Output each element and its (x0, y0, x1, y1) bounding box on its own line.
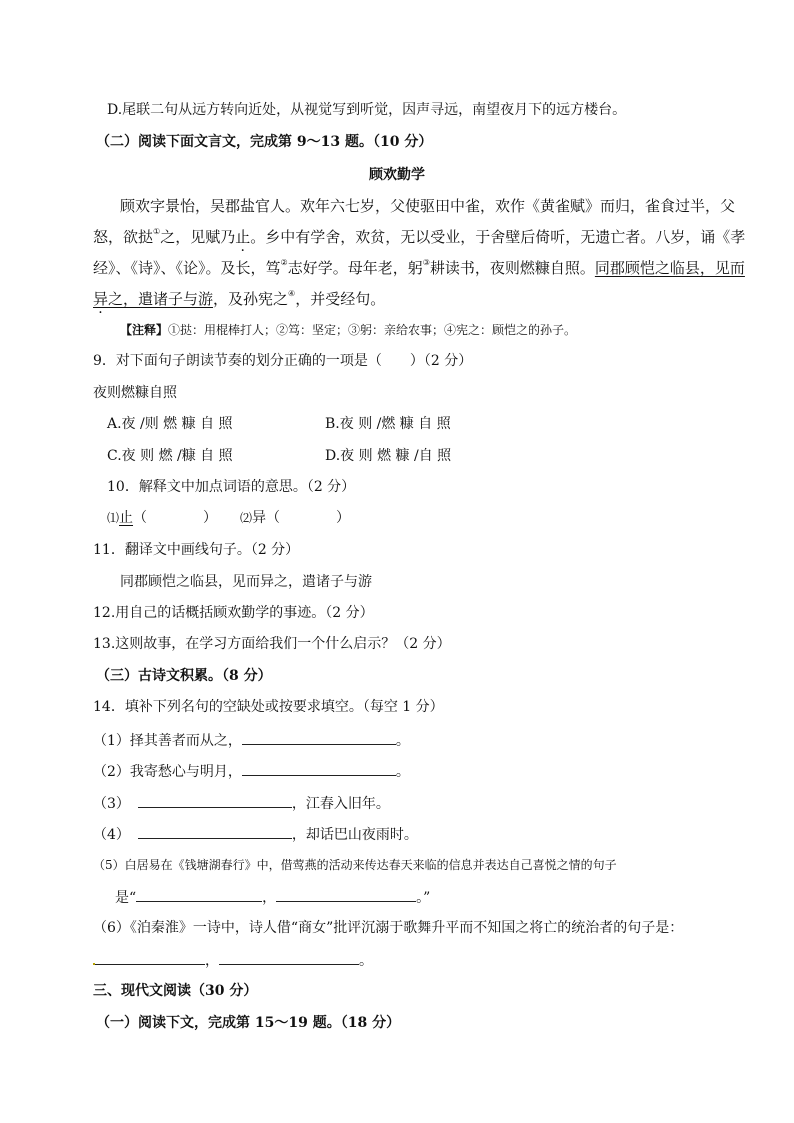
underlined-sentence-part-1: 同郡顾恺之临县，见而 (594, 259, 745, 277)
footnote-ref-4: ④ (288, 289, 296, 298)
q14-item-6-comma: ， (205, 953, 219, 969)
q10-item-2-word: 异 (252, 510, 267, 526)
q9-option-b: B.夜 则 /燃 糠 自 照 (325, 416, 451, 432)
q10-item-1 (107, 508, 217, 528)
passage-text: 志好学。母年老，躬 (287, 259, 423, 277)
passage-text: 经》、《诗》、《论》。及长，笃 (93, 259, 281, 277)
q14-item-6-blank-1[interactable] (93, 949, 205, 965)
q14-item-5-open: 是“ (115, 890, 137, 906)
passage-text: ，及孙宪之 (213, 290, 289, 308)
q14-item-4-num: （4） (93, 827, 130, 843)
q14-item-6-end: 。 (359, 953, 373, 969)
q10-item-1-answer[interactable]: （ ） (133, 510, 218, 526)
q14-item-3 (93, 792, 390, 814)
q14-item-1-blank[interactable] (242, 729, 396, 745)
q14-item-5-comma: ， (262, 890, 277, 906)
q9-sentence: 夜则燃糠自照 (93, 385, 177, 401)
q10-item-2-num: ⑵ (240, 511, 253, 525)
footnote-ref-3: ③ (422, 258, 430, 267)
q14-item-5-stem: （5）白居易在《钱塘湖春行》中，借莺燕的活动来传达春天来临的信息并表达自己喜悦之情的句子 (93, 858, 617, 872)
part3-heading: 三、现代文阅读（30 分） (93, 983, 258, 999)
q14-item-6-answer (93, 949, 373, 971)
notes-text: ①挞：用棍棒打人；②笃：坚定；③躬：亲给农事；④宪之：顾恺之的孙子。 (168, 323, 577, 337)
section2-heading: （二）阅读下面文言文，完成第 9～13 题。（10 分） (96, 134, 433, 150)
q14-item-5-blank-1[interactable] (136, 886, 262, 902)
notes-label: 【注释】 (120, 323, 169, 337)
q10-item-2 (240, 508, 350, 528)
q8-option-d: D.尾联二句从远方转向近处，从视觉写到听觉，因声寻远，南望夜月下的远方楼台。 (107, 102, 627, 118)
q10-item-1-num: ⑴ (107, 511, 120, 525)
q14-item-5-answer (115, 886, 430, 908)
section3-heading: （三）古诗文积累。（8 分） (96, 668, 272, 684)
footnote-ref-2: ② (280, 258, 288, 267)
passage-title: 顾欢勤学 (369, 167, 425, 183)
q12-stem: 12.用自己的话概括顾欢勤学的事迹。（2 分） (93, 605, 374, 621)
dotted-word-yi: 异 (93, 290, 109, 308)
passage-text: 之，见赋乃 (160, 228, 236, 246)
q14-item-3-text: ，江春入旧年。 (291, 796, 390, 812)
q10-item-1-word: 止 (119, 510, 134, 526)
passage-text: ，并受经句。 (295, 290, 386, 308)
q9-option-c: C.夜 则 燃 /糠 自 照 (107, 448, 233, 464)
passage-line-3 (93, 258, 745, 278)
q10-stem: 10．解释文中加点词语的意思。（2 分） (107, 479, 356, 495)
passage-text: 耕读书，夜则燃糠自照。 (429, 259, 595, 277)
q9-stem: 9．对下面句子朗读节奏的划分正确的一项是（ ）（2 分） (93, 353, 473, 369)
passage-text: 怒，欲挞 (93, 228, 154, 246)
q14-item-2-text: （2）我寄愁心与明月， (93, 764, 242, 780)
q14-item-1-end: 。 (395, 733, 410, 749)
notes (120, 320, 576, 340)
passage-text: 。乡中有学舍，欢贫，无以受业，于舍壁后倚听，无遗亡者。八岁，诵《孝 (250, 228, 746, 246)
q13-stem: 13.这则故事，在学习方面给我们一个什么启示？（2 分） (93, 636, 451, 652)
q14-item-4-text: ，却话巴山夜雨时。 (291, 827, 418, 843)
q14-item-2-blank[interactable] (242, 760, 396, 776)
q14-item-3-blank[interactable] (138, 792, 292, 808)
q14-item-2-end: 。 (395, 764, 410, 780)
q14-item-1-text: （1）择其善者而从之， (93, 733, 242, 749)
q9-option-a: A.夜 /则 燃 糠 自 照 (107, 416, 233, 432)
q9-option-d: D.夜 则 燃 糠 /自 照 (325, 448, 452, 464)
q14-item-4-blank[interactable] (138, 823, 292, 839)
q10-item-2-answer[interactable]: （ ） (266, 510, 351, 526)
q14-item-2 (93, 760, 410, 782)
q11-sentence: 同郡顾恺之临县，见而异之，遣诸子与游 (120, 574, 372, 590)
dotted-word-zhi: 止 (235, 228, 251, 246)
part3-subheading: （一）阅读下文，完成第 15～19 题。（18 分） (96, 1015, 401, 1031)
passage-line-1: 顾欢字景怡，吴郡盐官人。欢年六七岁，父使驱田中雀，欢作《黄雀赋》而归，雀食过半，父 (120, 197, 736, 215)
q14-item-5-blank-2[interactable] (276, 886, 416, 902)
q14-item-6-blank-2[interactable] (219, 949, 359, 965)
q14-item-3-num: （3） (93, 796, 130, 812)
passage-line-4 (93, 289, 385, 309)
q14-item-5-close: 。” (416, 890, 431, 906)
q14-item-6-stem: （6）《泊秦淮》一诗中，诗人借“商女”批评沉溺于歌舞升平而不知国之将亡的统治者的句子是： (93, 920, 684, 936)
passage-line-2 (93, 227, 745, 247)
underlined-sentence-part-2: 之，遣诸子与游 (108, 290, 214, 308)
q14-stem: 14．填补下列名句的空缺处或按要求填空。（每空 1 分） (93, 699, 444, 715)
q14-item-4 (93, 823, 418, 845)
q14-item-1 (93, 729, 410, 751)
footnote-ref-1: ① (153, 227, 161, 236)
stray-mark (93, 963, 95, 965)
q11-stem: 11．翻译文中画线句子。（2 分） (93, 542, 300, 558)
